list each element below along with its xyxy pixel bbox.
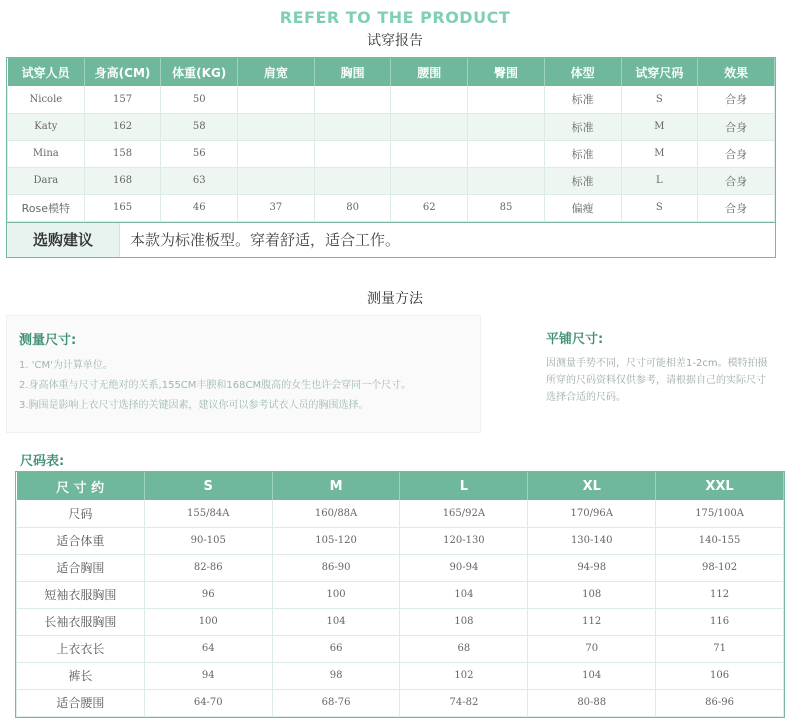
flat-box	[482, 315, 782, 433]
size-cell: 170/96A	[528, 500, 656, 527]
size-cell: 66	[272, 635, 400, 662]
size-cell: 105-120	[272, 527, 400, 554]
tryon-cell	[314, 140, 391, 167]
flat-text: 因测量手势不同，尺寸可能相差1-2cm。模特拍摄所穿的尺码资料仅供参考，请根据自己的实际尺寸选择合适的尺码。	[546, 358, 768, 403]
size-cell: 100	[272, 581, 400, 608]
size-cell: 96	[144, 581, 272, 608]
report-title: 试穿报告	[367, 33, 423, 49]
size-cell: 90-105	[144, 527, 272, 554]
tryon-cell: Dara	[8, 167, 85, 194]
tryon-cell: 157	[84, 86, 161, 113]
tryon-cell: 标准	[544, 86, 621, 113]
tryon-header-row	[8, 58, 775, 86]
tryon-row	[8, 113, 775, 140]
brand-logo-text: REFER TO THE PRODUCT	[279, 8, 511, 27]
measure-line: 2.身高体重与尺寸无绝对的关系,155CM丰腴和168CM腹高的女生也许会穿同一个尺寸。	[19, 380, 412, 391]
size-table	[15, 471, 785, 718]
tryon-cell: M	[621, 140, 698, 167]
tryon-header-cell: 胸围	[314, 58, 391, 86]
size-cell: 104	[528, 662, 656, 689]
size-cell: 175/100A	[656, 500, 784, 527]
tryon-cell	[238, 86, 315, 113]
measure-line: 3.胸围是影响上衣尺寸选择的关键因素，建议你可以参考试衣人员的胸围选择。	[19, 400, 369, 411]
size-cell: 86-90	[272, 554, 400, 581]
tryon-cell: Nicole	[8, 86, 85, 113]
size-header-row	[17, 472, 784, 500]
size-table-title: 尺码表:	[20, 454, 65, 469]
size-cell: 70	[528, 635, 656, 662]
size-row	[17, 608, 784, 635]
size-cell: 100	[144, 608, 272, 635]
tryon-header-cell: 体型	[544, 58, 621, 86]
size-cell: 长袖衣服胸围	[17, 608, 145, 635]
tryon-cell: 165	[84, 194, 161, 221]
size-cell: 68-76	[272, 689, 400, 716]
tryon-cell	[468, 86, 545, 113]
tryon-cell	[468, 167, 545, 194]
size-cell: 短袖衣服胸围	[17, 581, 145, 608]
tryon-cell: Rose模特	[8, 194, 85, 221]
size-cell: 140-155	[656, 527, 784, 554]
size-header-cell: L	[400, 472, 528, 500]
size-cell: 160/88A	[272, 500, 400, 527]
size-cell: 尺码	[17, 500, 145, 527]
size-cell: 94-98	[528, 554, 656, 581]
tryon-cell: 合身	[698, 113, 775, 140]
measure-title: 测量尺寸:	[19, 333, 77, 348]
tryon-cell: 168	[84, 167, 161, 194]
tryon-cell: 合身	[698, 140, 775, 167]
tryon-cell: 80	[314, 194, 391, 221]
size-cell: 90-94	[400, 554, 528, 581]
size-row	[17, 500, 784, 527]
size-cell: 适合体重	[17, 527, 145, 554]
advice-label: 选购建议	[7, 223, 120, 257]
tryon-header-cell: 腰围	[391, 58, 468, 86]
tryon-row	[8, 167, 775, 194]
size-cell: 64	[144, 635, 272, 662]
tryon-cell: L	[621, 167, 698, 194]
size-header-cell: XL	[528, 472, 656, 500]
size-cell: 155/84A	[144, 500, 272, 527]
size-cell: 裤长	[17, 662, 145, 689]
tryon-cell: 158	[84, 140, 161, 167]
tryon-cell: S	[621, 86, 698, 113]
advice-text: 本款为标准板型。穿着舒适，适合工作。	[130, 231, 401, 249]
size-cell: 112	[528, 608, 656, 635]
size-cell: 98	[272, 662, 400, 689]
tryon-cell: Mina	[8, 140, 85, 167]
size-cell: 130-140	[528, 527, 656, 554]
tryon-header-cell: 试穿人员	[8, 58, 85, 86]
size-header-cell: M	[272, 472, 400, 500]
tryon-row	[8, 140, 775, 167]
tryon-header-cell: 臀围	[468, 58, 545, 86]
tryon-header-cell: 肩宽	[238, 58, 315, 86]
tryon-cell	[391, 140, 468, 167]
tryon-cell: Katy	[8, 113, 85, 140]
tryon-cell	[238, 167, 315, 194]
size-cell: 104	[272, 608, 400, 635]
tryon-cell	[314, 167, 391, 194]
size-cell: 74-82	[400, 689, 528, 716]
advice-row	[7, 222, 775, 257]
tryon-cell	[391, 113, 468, 140]
size-cell: 64-70	[144, 689, 272, 716]
tryon-cell: 标准	[544, 113, 621, 140]
tryon-cell: 37	[238, 194, 315, 221]
tryon-cell: 50	[161, 86, 238, 113]
size-cell: 80-88	[528, 689, 656, 716]
tryon-row	[8, 86, 775, 113]
size-header-cell: 尺 寸 约	[17, 472, 145, 500]
tryon-cell	[391, 167, 468, 194]
tryon-cell: 标准	[544, 167, 621, 194]
tryon-header-cell: 身高(CM)	[84, 58, 161, 86]
tryon-table	[6, 57, 776, 258]
size-cell: 108	[528, 581, 656, 608]
tryon-cell: 58	[161, 113, 238, 140]
size-header-cell: S	[144, 472, 272, 500]
size-cell: 106	[656, 662, 784, 689]
tryon-cell: S	[621, 194, 698, 221]
tryon-cell: 合身	[698, 86, 775, 113]
tryon-cell: 标准	[544, 140, 621, 167]
tryon-cell: 162	[84, 113, 161, 140]
tryon-header-cell: 试穿尺码	[621, 58, 698, 86]
flat-title: 平铺尺寸:	[546, 332, 604, 347]
tryon-row	[8, 194, 775, 221]
tryon-cell: 62	[391, 194, 468, 221]
tryon-cell: 56	[161, 140, 238, 167]
size-cell: 86-96	[656, 689, 784, 716]
tryon-cell: M	[621, 113, 698, 140]
tryon-cell: 合身	[698, 194, 775, 221]
tryon-cell	[468, 113, 545, 140]
tryon-cell	[468, 140, 545, 167]
size-cell: 上衣衣长	[17, 635, 145, 662]
size-cell: 102	[400, 662, 528, 689]
size-cell: 165/92A	[400, 500, 528, 527]
size-cell: 适合腰围	[17, 689, 145, 716]
size-cell: 适合胸围	[17, 554, 145, 581]
tryon-cell	[391, 86, 468, 113]
tryon-header-cell: 效果	[698, 58, 775, 86]
tryon-header-cell: 体重(KG)	[161, 58, 238, 86]
size-row	[17, 662, 784, 689]
method-title: 测量方法	[367, 291, 423, 307]
size-cell: 120-130	[400, 527, 528, 554]
tryon-cell: 46	[161, 194, 238, 221]
tryon-cell: 63	[161, 167, 238, 194]
size-row	[17, 527, 784, 554]
tryon-cell	[238, 113, 315, 140]
size-row	[17, 554, 784, 581]
size-cell: 116	[656, 608, 784, 635]
size-cell: 108	[400, 608, 528, 635]
tryon-cell: 偏瘦	[544, 194, 621, 221]
size-header-cell: XXL	[656, 472, 784, 500]
tryon-cell	[238, 140, 315, 167]
tryon-cell: 合身	[698, 167, 775, 194]
size-cell: 104	[400, 581, 528, 608]
measure-box	[6, 315, 481, 433]
size-cell: 94	[144, 662, 272, 689]
size-cell: 71	[656, 635, 784, 662]
tryon-cell	[314, 113, 391, 140]
size-row	[17, 635, 784, 662]
tryon-cell: 85	[468, 194, 545, 221]
tryon-cell	[314, 86, 391, 113]
size-cell: 82-86	[144, 554, 272, 581]
size-cell: 98-102	[656, 554, 784, 581]
size-row	[17, 689, 784, 716]
size-row	[17, 581, 784, 608]
measure-line: 1. 'CM'为计算单位。	[19, 360, 113, 371]
size-cell: 112	[656, 581, 784, 608]
size-cell: 68	[400, 635, 528, 662]
